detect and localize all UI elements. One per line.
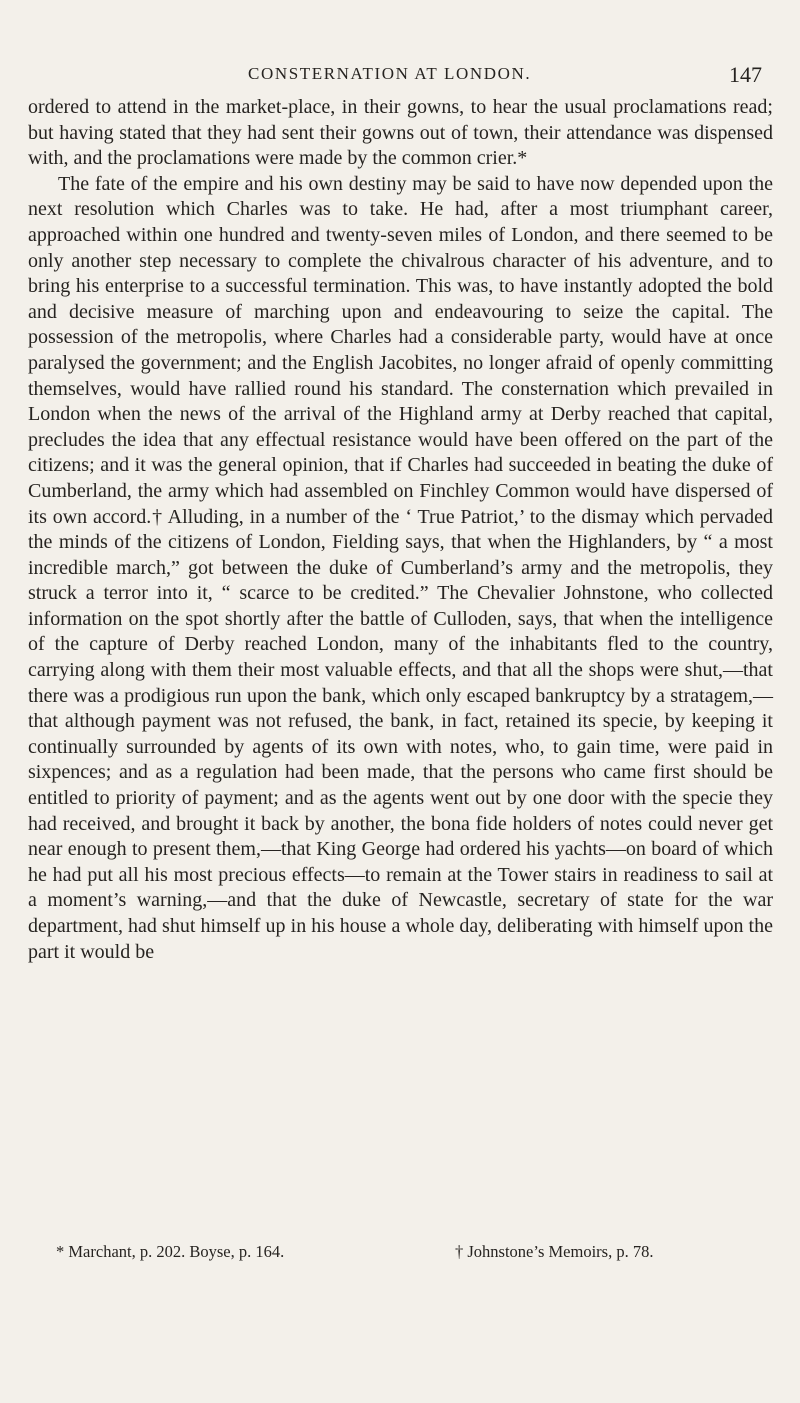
running-head: CONSTERNATION AT LONDON. xyxy=(248,64,532,83)
page-number: 147 xyxy=(729,62,762,87)
footnote-star: * Marchant, p. 202. Boyse, p. 164. xyxy=(56,1242,285,1261)
paragraph: The fate of the empire and his own destiny may be said to have now depended upon the next resolution which Charles was to take. He had, after a most triumphant career, approached within one hundred and twenty-seven miles of London, and there seemed to be only another step necessary to complete the chivalrous character of his adventure, and to bring his enterprise to a successful termination. This was, to have instantly adopted the bold and decisive measure of marching upon and endeavouring to seize the capital. The possession of the metropolis, where Charles had a considerable party, would have at once paralysed the government; and the English Jacobites, no longer afraid of openly committing themselves, would have rallied round his standard. The consternation which prevailed in London when the news of the arrival of the Highland army at Derby reached that capital, precludes the idea that any effectual resistance would have been offered on the part of the citizens; and it was the general opinion, that if Charles had succeeded in beating the duke of Cumberland, the army which had assembled on Finchley Common would have dispersed of its own accord.† Alluding, in a number of the ‘ True Patriot,’ to the dismay which pervaded the minds of the citizens of London, Fielding says, that when the Highlanders, by “ a most incredible march,” got between the duke of Cumberland’s army and the metropolis, they struck a terror into it, “ scarce to be credited.” The Chevalier Johnstone, who collected information on the spot shortly after the battle of Culloden, says, that when the intelligence of the capture of Derby reached London, many of the inhabitants fled to the country, carrying along with them their most valuable effects, and that all the shops were shut,—that there was a prodigious run upon the bank, which only escaped bankruptcy by a stratagem,—that although payment was not refused, the bank, in fact, retained its specie, by keeping it continually surrounded by agents of its own with notes, who, to gain time, were paid in sixpences; and as a regulation had been made, that the persons who came first should be entitled to priority of payment; and as the agents went out by one door with the specie they had received, and brought it back by another, the bona fide holders of notes could never get near enough to present them,—that King George had ordered his yachts—on board of which he had put all his most precious effects—to remain at the Tower stairs in readiness to sail at a moment’s warning,—and that the duke of Newcastle, secretary of state for the war department, had shut himself up in his house a whole day, deliberating with himself upon the part it would be xyxy=(28,172,773,963)
body-text xyxy=(28,95,773,965)
footnote-dagger: † Johnstone’s Memoirs, p. 78. xyxy=(455,1242,654,1261)
page-header xyxy=(248,64,762,92)
paragraph-continued: ordered to attend in the market-place, in their gowns, to hear the usual proclamations read; but having stated that they had sent their gowns out of town, their attendance was dispensed with, and the proclamations were made by the common crier.* xyxy=(28,96,773,170)
